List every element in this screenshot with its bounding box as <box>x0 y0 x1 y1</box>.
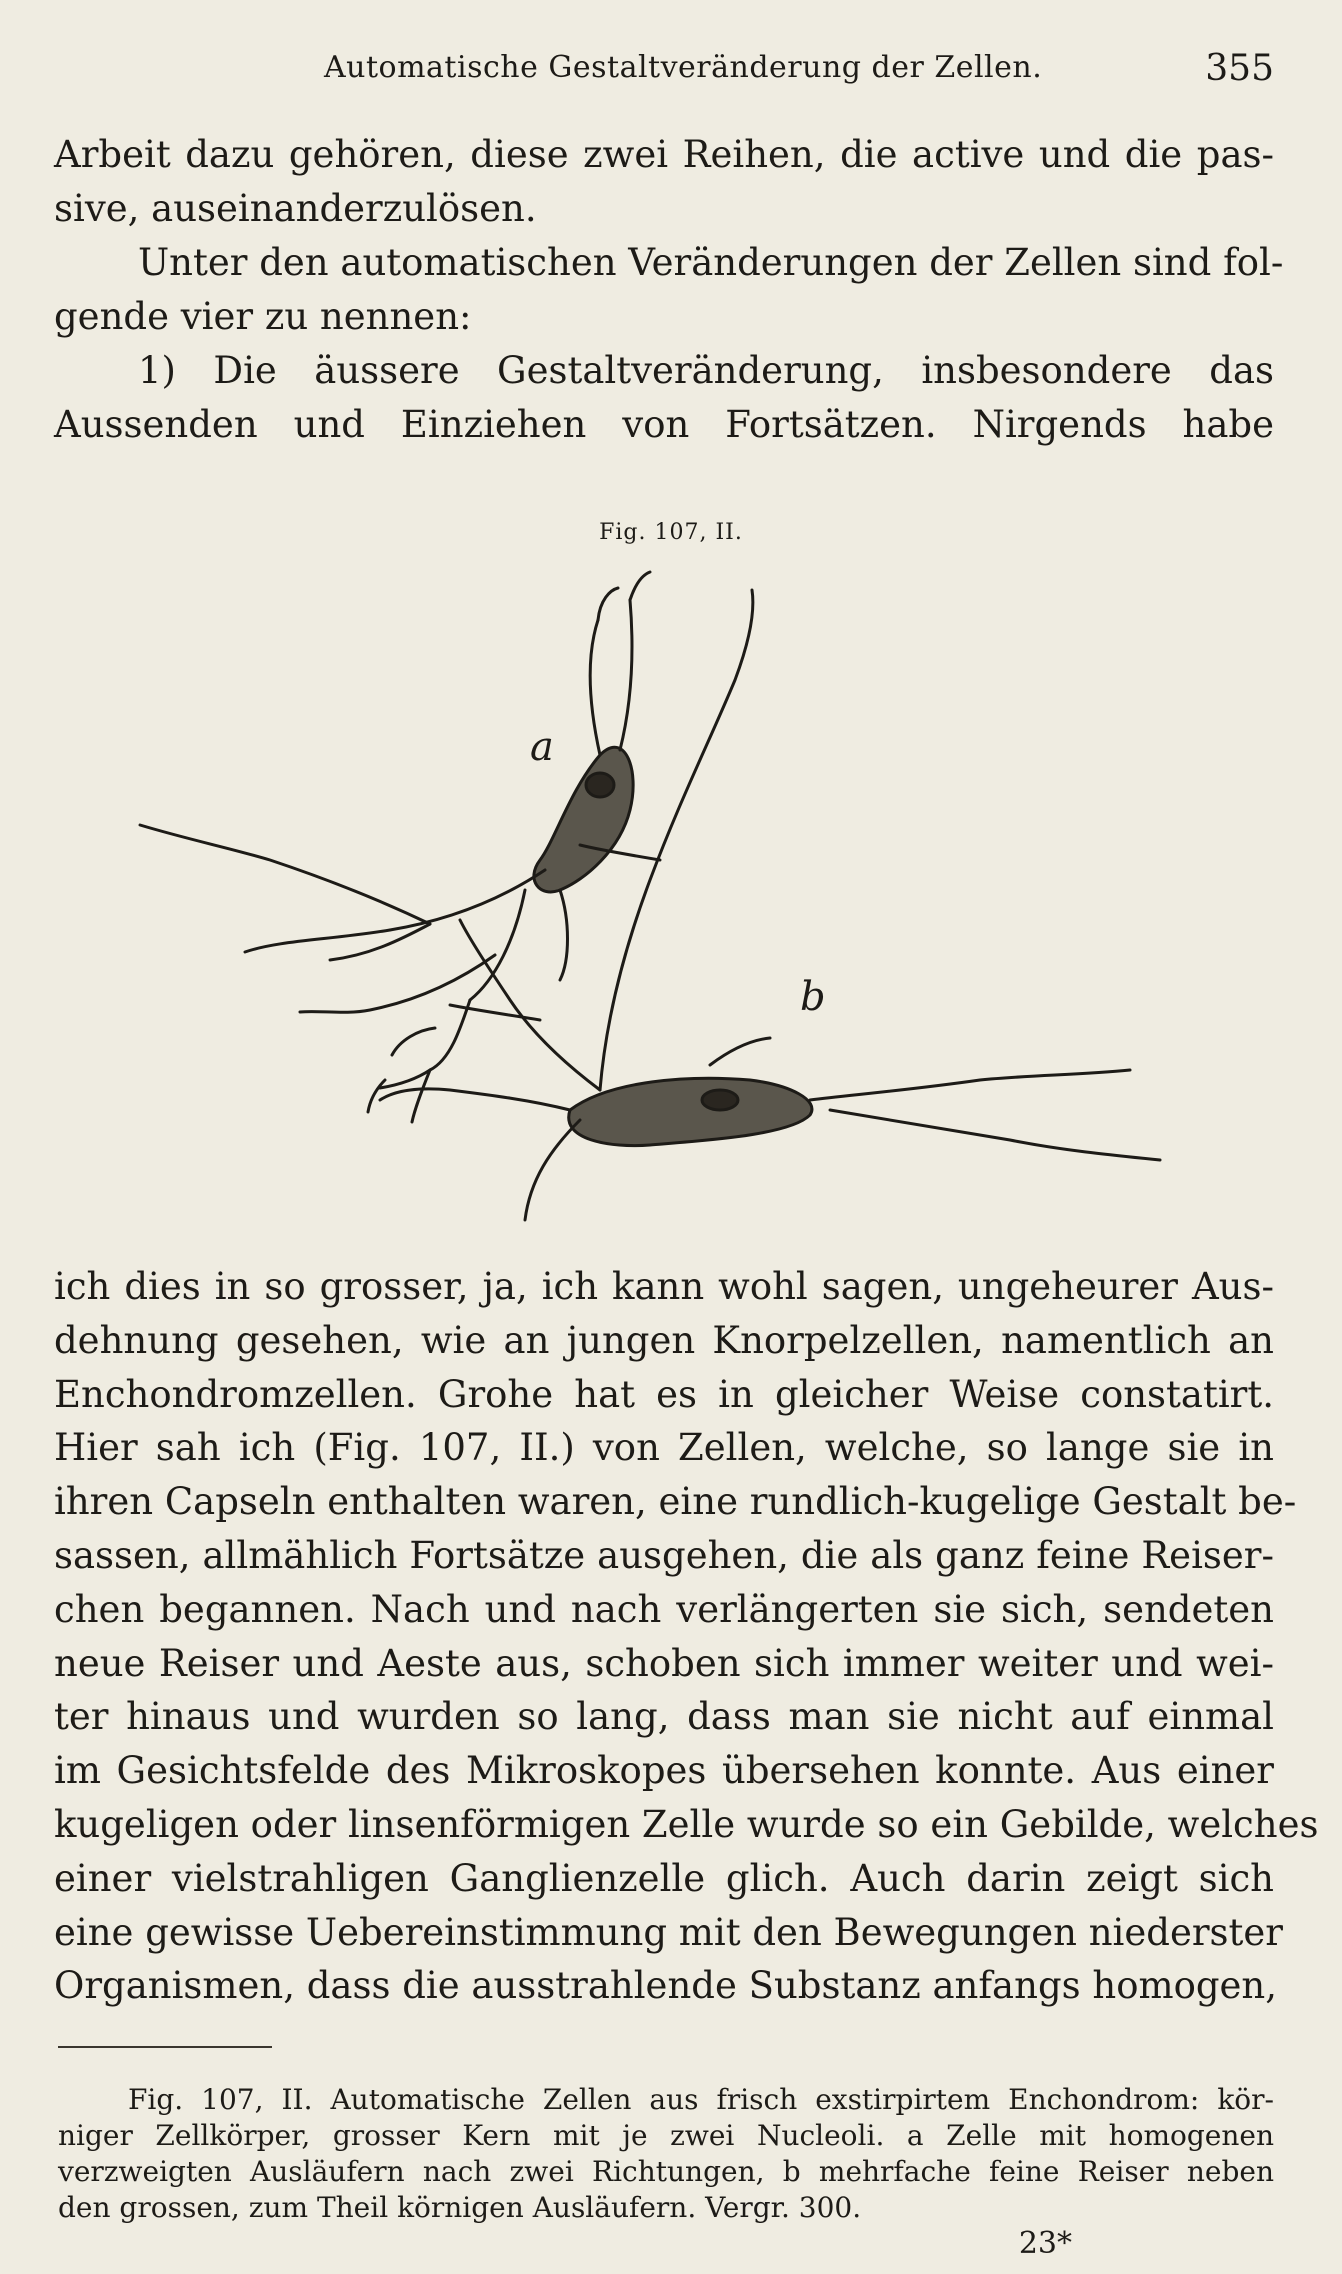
text-line: Organismen, dass die ausstrahlende Substanz anfangs homogen, <box>54 1964 1278 2008</box>
page-header <box>54 48 1274 98</box>
figure-cell-drawing <box>130 560 1230 1230</box>
paragraph-top <box>54 128 1284 452</box>
cell-a <box>140 572 650 1122</box>
text-line: 1) Die äussere Gestaltveränderung, insbesondere das <box>138 349 1274 392</box>
text-line: eine gewisse Uebereinstimmung mit den Bewegungen niederster <box>54 1910 1283 1954</box>
paragraph-bottom <box>54 1260 1319 2013</box>
running-title: Automatische Gestaltveränderung der Zellen. <box>324 50 1043 85</box>
footnote <box>58 2082 1274 2226</box>
text-line: ter hinaus und wurden so lang, dass man sie nicht auf einmal <box>54 1695 1274 1739</box>
footnote-line: verzweigten Ausläufern nach zwei Richtungen, b mehrfache feine Reiser neben <box>58 2155 1274 2188</box>
text-line: ihren Capseln enthalten waren, eine rundlich-kugelige Gestalt be- <box>54 1480 1297 1524</box>
text-line: kugeligen oder linsenförmigen Zelle wurde so ein Gebilde, welches <box>54 1802 1319 1846</box>
text-line: chen begannen. Nach und nach verlängerten sie sich, sendeten <box>54 1587 1274 1631</box>
text-line: Arbeit dazu gehören, diese zwei Reihen, die active und die pas- <box>54 133 1274 176</box>
figure-caption: Fig. 107, II. <box>599 520 743 545</box>
footnote-line: niger Zellkörper, grosser Kern mit je zwei Nucleoli. a Zelle mit homogenen <box>58 2119 1274 2152</box>
signature-mark: 23* <box>1018 2226 1072 2261</box>
text-line: im Gesichtsfelde des Mikroskopes übersehen konnte. Aus einer <box>54 1749 1274 1793</box>
text-line: Unter den automatischen Veränderungen der Zellen sind fol- <box>138 241 1284 284</box>
figure-label-b: b <box>800 974 826 1020</box>
text-line: Hier sah ich (Fig. 107, II.) von Zellen, welche, so lange sie in <box>54 1426 1274 1470</box>
text-line: sive, auseinanderzulösen. <box>54 187 537 230</box>
page-number: 355 <box>1205 48 1274 89</box>
text-line: neue Reiser und Aeste aus, schoben sich immer weiter und wei- <box>54 1641 1274 1685</box>
footnote-line: Fig. 107, II. Automatische Zellen aus frisch exstirpirtem Enchondrom: kör- <box>128 2083 1274 2116</box>
text-line: einer vielstrahligen Ganglienzelle glich. Auch darin zeigt sich <box>54 1856 1274 1900</box>
footnote-line: den grossen, zum Theil körnigen Ausläufern. Vergr. 300. <box>58 2191 862 2224</box>
text-line: sassen, allmählich Fortsätze ausgehen, die als ganz feine Reiser- <box>54 1533 1274 1577</box>
figure-label-a: a <box>530 724 554 770</box>
text-line: Aussenden und Einziehen von Fortsätzen. Nirgends habe <box>54 403 1274 446</box>
text-line: dehnung gesehen, wie an jungen Knorpelzellen, namentlich an <box>54 1318 1274 1362</box>
text-line: ich dies in so grosser, ja, ich kann wohl sagen, ungeheurer Aus- <box>54 1265 1274 1308</box>
footnote-divider <box>58 2046 272 2048</box>
text-line: gende vier zu nennen: <box>54 295 472 338</box>
text-line: Enchondromzellen. Grohe hat es in gleicher Weise constatirt. <box>54 1372 1274 1416</box>
cell-b <box>380 590 1160 1220</box>
